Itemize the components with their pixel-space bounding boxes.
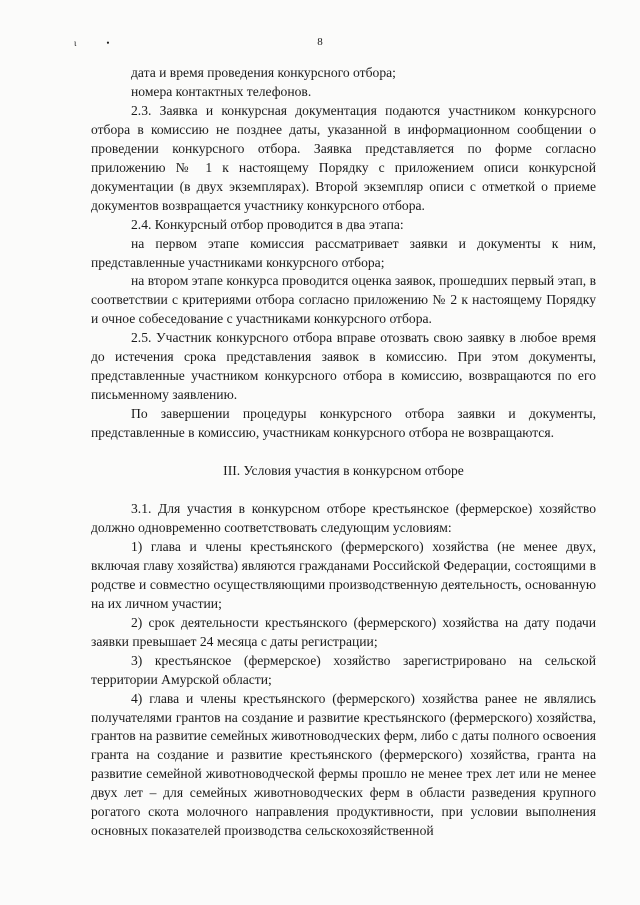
paragraph: дата и время проведения конкурсного отбора; [131,65,396,80]
section-heading: III. Условия участия в конкурсном отборе [223,463,464,479]
document-body [91,64,596,841]
scan-mark: ι [74,38,107,48]
paragraph: 3.1. Для участия в конкурсном отборе крестьянское (фермерское) хозяйство должно одновременно соответствовать следующим условиям: [91,501,596,535]
paragraph: на втором этапе конкурса проводится оценка заявок, прошедших первый этап, в соответствии с критериями отбора согласно приложению № 2 к настоящему Порядку и очное собеседование с участниками конкурсного отбора. [91,273,596,327]
paragraph: 3) крестьянское (фермерское) хозяйство зарегистрировано на сельской территории Амурской области; [91,652,596,687]
paragraph: 2.3. Заявка и конкурсная документация подаются участником конкурсного отбора в комиссию не позднее даты, указанной в информационном сообщении о проведении конкурсного отбора. Заявка представляется по форме согласно приложению № 1 к настоящему Порядку с приложением описи конкурсной документации (в двух экземплярах). Второй экземпляр описи с отметкой о приеме документов возвращается участнику конкурсного отбора. [91,102,596,213]
page-number: 8 [317,36,323,48]
paragraph: 2.4. Конкурсный отбор проводится в два этапа: [131,216,404,232]
paragraph: 4) глава и члены крестьянского (фермерского) хозяйства ранее не являлись получателями грантов на создание и развитие крестьянского (фермерского) хозяйства, грантов на развитие семейных животноводческих ферм, либо с даты полного освоения гранта на создание и развитие крестьянского (фермерского) хозяйства, гранта на развитие семейной животноводческой фермы прошло не менее трех лет или не менее двух лет – для семейных животноводческих ферм в области разведения крупного рогатого скота молочного направления продуктивности, при условии выполнения основных показателей производства сельскохозяйственной [91,690,596,839]
paragraph: 1) глава и члены крестьянского (фермерского) хозяйства (не менее двух, включая главу хозяйства) являются гражданами Российской Федерации, состоящими в родстве и совместно осуществляющими производственную деятельность, основанную на их личном участии; [91,538,596,611]
paragraph: 2.5. Участник конкурсного отбора вправе отозвать свою заявку в любое время до истечения срока представления заявок в комиссию. При этом документы, представленные участником конкурсного отбора в комиссию, возвращаются по его письменному заявлению. [91,330,596,403]
scan-mark: • [106,38,140,48]
paragraph: 2) срок деятельности крестьянского (фермерского) хозяйства на дату подачи заявки превышает 24 месяца с даты регистрации; [91,614,596,649]
paragraph: По завершении процедуры конкурсного отбора заявки и документы, представленные в комиссию, участникам конкурсного отбора не возвращаются. [91,406,596,441]
paragraph: номера контактных телефонов. [131,83,312,99]
paragraph: на первом этапе комиссия рассматривает заявки и документы к ним, представленные участниками конкурсного отбора; [91,235,596,270]
